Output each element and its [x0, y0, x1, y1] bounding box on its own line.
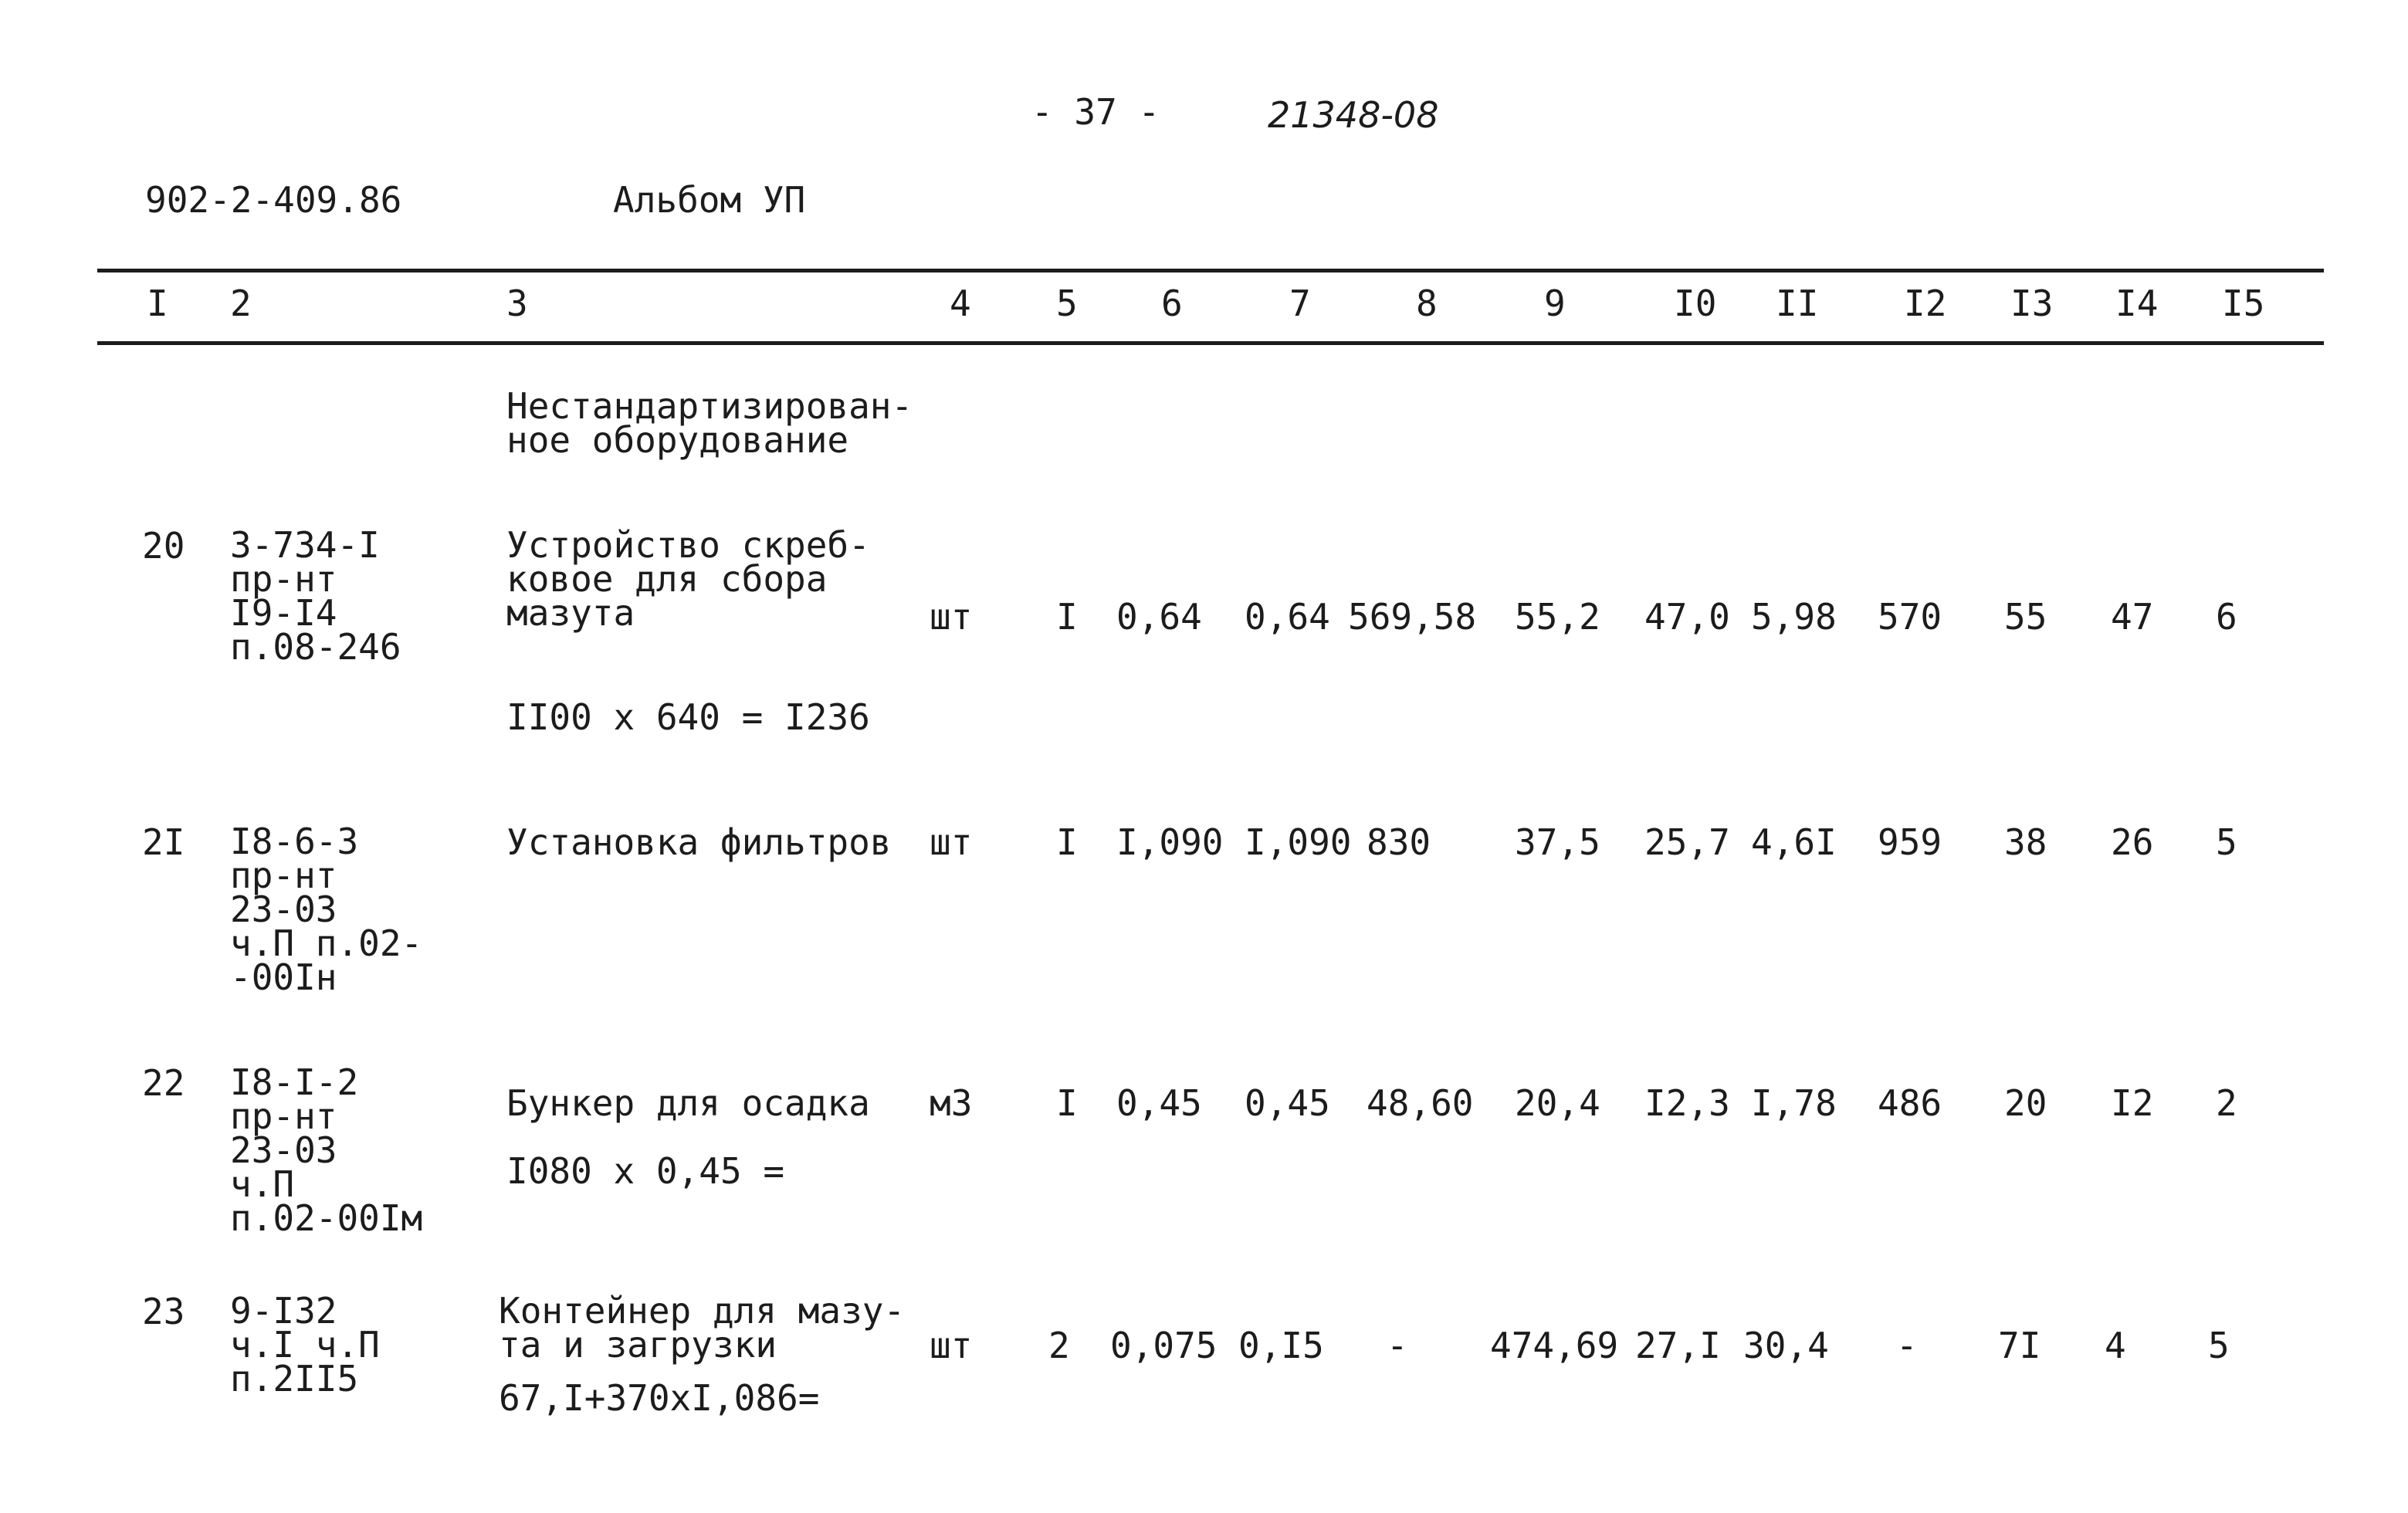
row-c9: 474,69 — [1490, 1325, 1619, 1366]
section-title-line: Нестандартизирован- — [506, 385, 913, 427]
row-c14: 4 — [2105, 1325, 2126, 1366]
row-code-line: 3-734-I — [230, 524, 380, 566]
column-header: I — [147, 283, 168, 324]
row-c12: 570 — [1878, 596, 1942, 638]
row-code-line: п.02-00Iм — [230, 1197, 423, 1239]
row-unit: шт — [930, 596, 973, 638]
row-c12: 486 — [1878, 1082, 1942, 1124]
table-header-rule — [97, 341, 2324, 345]
row-code-line: ч.П п.02- — [230, 922, 423, 964]
row-name-line: мазута — [506, 592, 635, 634]
row-qty: I — [1056, 596, 1078, 638]
column-header: 8 — [1416, 283, 1438, 324]
row-code-line: 9-I32 — [230, 1290, 337, 1332]
row-c9: 37,5 — [1515, 821, 1600, 863]
row-note: II00 x 640 = I236 — [506, 696, 870, 738]
section-title-line: ное оборудование — [506, 419, 849, 461]
row-unit: шт — [930, 821, 973, 863]
row-c15: 6 — [2216, 596, 2237, 638]
row-code — [230, 1061, 423, 1239]
row-c10: 25,7 — [1644, 821, 1730, 863]
row-c14: 47 — [2111, 596, 2154, 638]
row-c13: 7I — [1998, 1325, 2041, 1366]
column-header: 5 — [1056, 283, 1078, 324]
row-name — [499, 1290, 906, 1366]
row-code-line: пр-нт — [230, 1095, 337, 1137]
row-code-line: п.2II5 — [230, 1358, 359, 1400]
column-header: 6 — [1161, 283, 1183, 324]
row-c8: 830 — [1367, 821, 1431, 863]
row-code-line: 23-03 — [230, 1129, 337, 1171]
row-code — [230, 524, 401, 668]
row-c6: 0,075 — [1110, 1325, 1218, 1366]
row-code — [230, 1290, 380, 1400]
column-header: II — [1776, 283, 1819, 324]
row-c11: 30,4 — [1743, 1325, 1829, 1366]
row-name-line: Установка фильтров — [506, 821, 892, 863]
row-c6: I,090 — [1116, 821, 1224, 863]
row-c9: 55,2 — [1515, 596, 1600, 638]
row-qty: 2 — [1048, 1325, 1070, 1366]
doc-code: 902-2-409.86 — [145, 179, 402, 221]
row-c14: I2 — [2111, 1082, 2154, 1124]
row-code-line: 23-03 — [230, 889, 337, 930]
row-number: 23 — [142, 1291, 185, 1332]
row-number: 2I — [142, 821, 185, 863]
row-qty: I — [1056, 1082, 1078, 1124]
row-c6: 0,64 — [1116, 596, 1202, 638]
row-code — [230, 821, 423, 998]
row-c15: 5 — [2208, 1325, 2230, 1366]
row-c8: 48,60 — [1367, 1082, 1474, 1124]
row-c11: I,78 — [1751, 1082, 1837, 1124]
column-header: 2 — [230, 283, 252, 324]
inventory-number: 21348-08 — [1268, 94, 1439, 136]
row-c10: 27,I — [1635, 1325, 1721, 1366]
row-code-line: I8-6-3 — [230, 821, 359, 862]
column-header: 4 — [950, 283, 971, 324]
row-name-line: Устройство скреб- — [506, 524, 870, 566]
column-header: I0 — [1674, 283, 1717, 324]
row-c10: I2,3 — [1644, 1082, 1730, 1124]
row-name-line: Контейнер для мазу- — [499, 1290, 906, 1332]
row-note: I080 x 0,45 = — [506, 1150, 785, 1192]
column-header: 3 — [506, 283, 528, 324]
row-name — [506, 821, 892, 863]
row-name-line: Бункер для осадка — [506, 1082, 870, 1124]
table-top-rule — [97, 269, 2324, 272]
row-code-line: I9-I4 — [230, 592, 337, 634]
column-header: 7 — [1289, 283, 1311, 324]
row-unit: шт — [930, 1325, 973, 1366]
row-code-line: пр-нт — [230, 855, 337, 896]
column-header: I4 — [2115, 283, 2159, 324]
row-code-line: ч.I ч.П — [230, 1324, 380, 1366]
row-code-line: -00Iн — [230, 956, 337, 998]
row-c6: 0,45 — [1116, 1082, 1202, 1124]
row-c12: 959 — [1878, 821, 1942, 863]
row-unit: м3 — [930, 1082, 973, 1124]
row-c14: 26 — [2111, 821, 2154, 863]
column-header: 9 — [1544, 283, 1566, 324]
row-c7: 0,64 — [1245, 596, 1330, 638]
row-c7: I,090 — [1245, 821, 1352, 863]
row-c12: - — [1896, 1325, 1918, 1366]
column-header: I3 — [2010, 283, 2054, 324]
row-code-line: пр-нт — [230, 558, 337, 600]
row-qty: I — [1056, 821, 1078, 863]
row-c9: 20,4 — [1515, 1082, 1600, 1124]
column-header: I2 — [1904, 283, 1947, 324]
section-title — [506, 385, 913, 461]
row-c15: 5 — [2216, 821, 2237, 863]
row-number: 22 — [142, 1062, 185, 1104]
row-c7: 0,I5 — [1238, 1325, 1324, 1366]
row-c11: 5,98 — [1751, 596, 1837, 638]
row-code-line: п.08-246 — [230, 626, 401, 668]
row-c15: 2 — [2216, 1082, 2237, 1124]
album-label: Альбом УП — [613, 179, 806, 221]
row-c8: 569,58 — [1348, 596, 1477, 638]
column-header: I5 — [2222, 283, 2265, 324]
row-code-line: I8-I-2 — [230, 1061, 359, 1103]
row-name-line: ковое для сбора — [506, 558, 828, 600]
row-c11: 4,6I — [1751, 821, 1837, 863]
row-number: 20 — [142, 525, 185, 567]
row-c8: - — [1387, 1325, 1408, 1366]
page-number: - 37 - — [1031, 91, 1160, 133]
row-code-line: ч.П — [230, 1163, 295, 1205]
row-c13: 38 — [2004, 821, 2047, 863]
row-c13: 55 — [2004, 596, 2047, 638]
row-name — [506, 524, 870, 634]
row-name-line: та и загрузки — [499, 1324, 777, 1366]
row-c7: 0,45 — [1245, 1082, 1330, 1124]
row-c10: 47,0 — [1644, 596, 1730, 638]
row-c13: 20 — [2004, 1082, 2047, 1124]
row-name — [506, 1082, 870, 1124]
row-note: 67,I+370xI,086= — [499, 1377, 820, 1419]
